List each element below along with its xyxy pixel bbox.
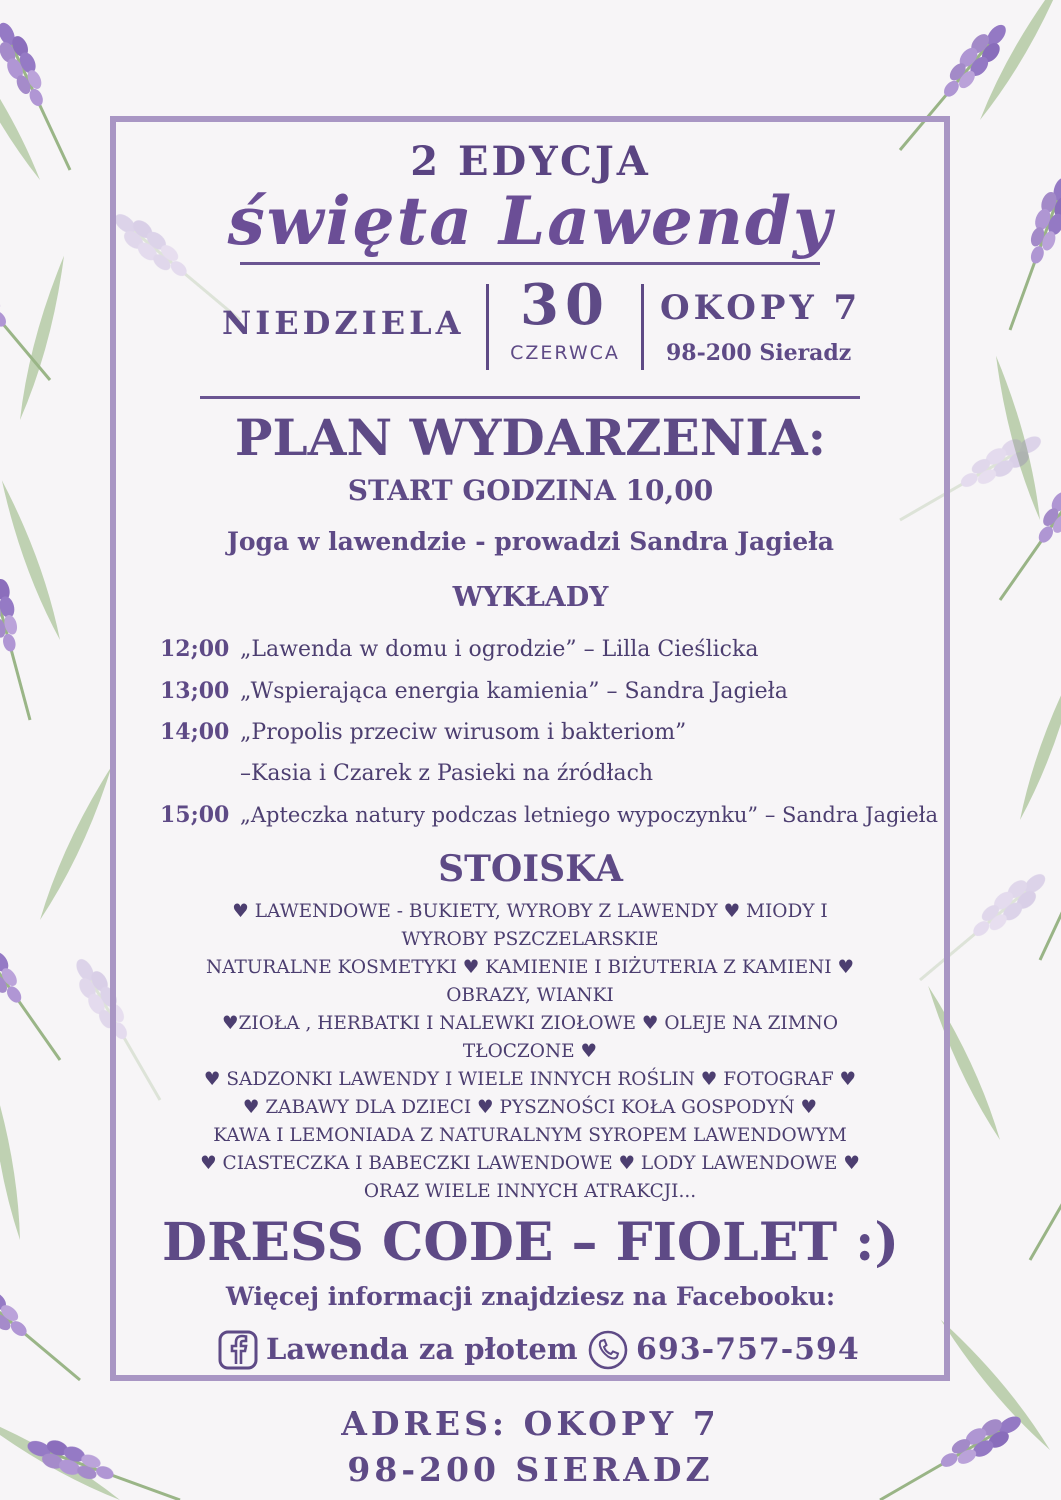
lecture-title: „Lawenda w domu i ogrodzie” – Lilla Cieślicka [240,637,759,662]
lecture-title: „Apteczka natury podczas letniego wypoczynku” – Sandra Jagieła [240,803,938,827]
edition-label: 2 EDYCJA [410,138,651,185]
lecture-title: „Wspierająca energia kamienia” – Sandra Jagieła [240,679,788,704]
lecture-time: 14;00 [160,719,230,745]
contact-row [0,1330,1061,1374]
stall-line: NATURALNE KOSMETYKI ♥ KAMIENIE I BIŻUTERIA Z KAMIENI ♥ [205,957,855,978]
event-date-number: 30 [520,272,610,338]
stalls-list [170,898,890,1206]
lecture-item [160,636,980,662]
plan-heading: PLAN WYDARZENIA: [234,408,827,467]
phone-icon [588,1330,628,1370]
date-bar-divider [200,396,860,399]
stall-line: OBRAZY, WIANKI [446,985,614,1006]
event-day: NIEDZIELA [222,304,465,342]
facebook-page-link[interactable]: Lawenda za płotem [266,1332,578,1366]
lecture-time: 15;00 [160,802,230,828]
lectures-heading: WYKŁADY [452,582,609,613]
stall-line: ♥ZIOŁA , HERBATKI I NALEWKI ZIOŁOWE ♥ OLEJE NA ZIMNO [221,1013,839,1034]
stall-line: ♥ SADZONKI LAWENDY I WIELE INNYCH ROŚLIN ♥ FOTOGRAF ♥ [203,1069,857,1090]
date-divider-right [641,284,644,370]
stalls-heading: STOISKA [438,848,623,890]
stall-line: ORAZ WIELE INNYCH ATRAKCJI... [363,1181,697,1202]
stall-line: TŁOCZONE ♥ [462,1041,598,1062]
date-divider-left [486,284,489,370]
stall-line: WYROBY PSZCZELARSKIE [401,929,659,950]
start-time: START GODZINA 10,00 [347,474,714,507]
lecture-time: 13;00 [160,678,230,704]
address-line-1: ADRES: OKOPY 7 [341,1404,720,1443]
stall-line: ♥ ZABAWY DLA DZIECI ♥ PYSZNOŚCI KOŁA GOSPODYŃ ♥ [242,1097,818,1118]
lecture-item [160,678,980,704]
event-title: święta Lawendy [227,182,834,260]
lecture-title: „Propolis przeciw wirusom i bakteriom” [240,720,687,745]
event-month: CZERWCA [510,342,620,364]
address-line-2: 98-200 SIERADZ [347,1450,714,1489]
lecture-time: 12;00 [160,636,230,662]
lecture-item [160,761,980,786]
stall-line: ♥ LAWENDOWE - BUKIETY, WYROBY Z LAWENDY ♥ MIODY I [232,901,828,922]
lecture-item [160,802,980,828]
facebook-icon[interactable] [218,1330,258,1370]
more-info: Więcej informacji znajdziesz na Facebooku: [225,1282,836,1311]
stall-line: ♥ CIASTECZKA I BABECZKI LAWENDOWE ♥ LODY LAWENDOWE ♥ [200,1153,860,1174]
event-place: OKOPY 7 [660,288,862,328]
stall-line: KAWA I LEMONIADA Z NATURALNYM SYROPEM LAWENDOWYM [213,1125,847,1146]
dress-code: DRESS CODE – FIOLET :) [162,1212,899,1273]
yoga-session: Joga w lawendzie - prowadzi Sandra Jagieła [227,527,834,556]
title-divider [240,262,820,265]
lecture-title: –Kasia i Czarek z Pasieki na źródłach [240,761,654,786]
event-postal: 98-200 Sieradz [666,340,852,366]
phone-number[interactable]: 693-757-594 [636,1332,860,1367]
lecture-item [160,719,980,745]
